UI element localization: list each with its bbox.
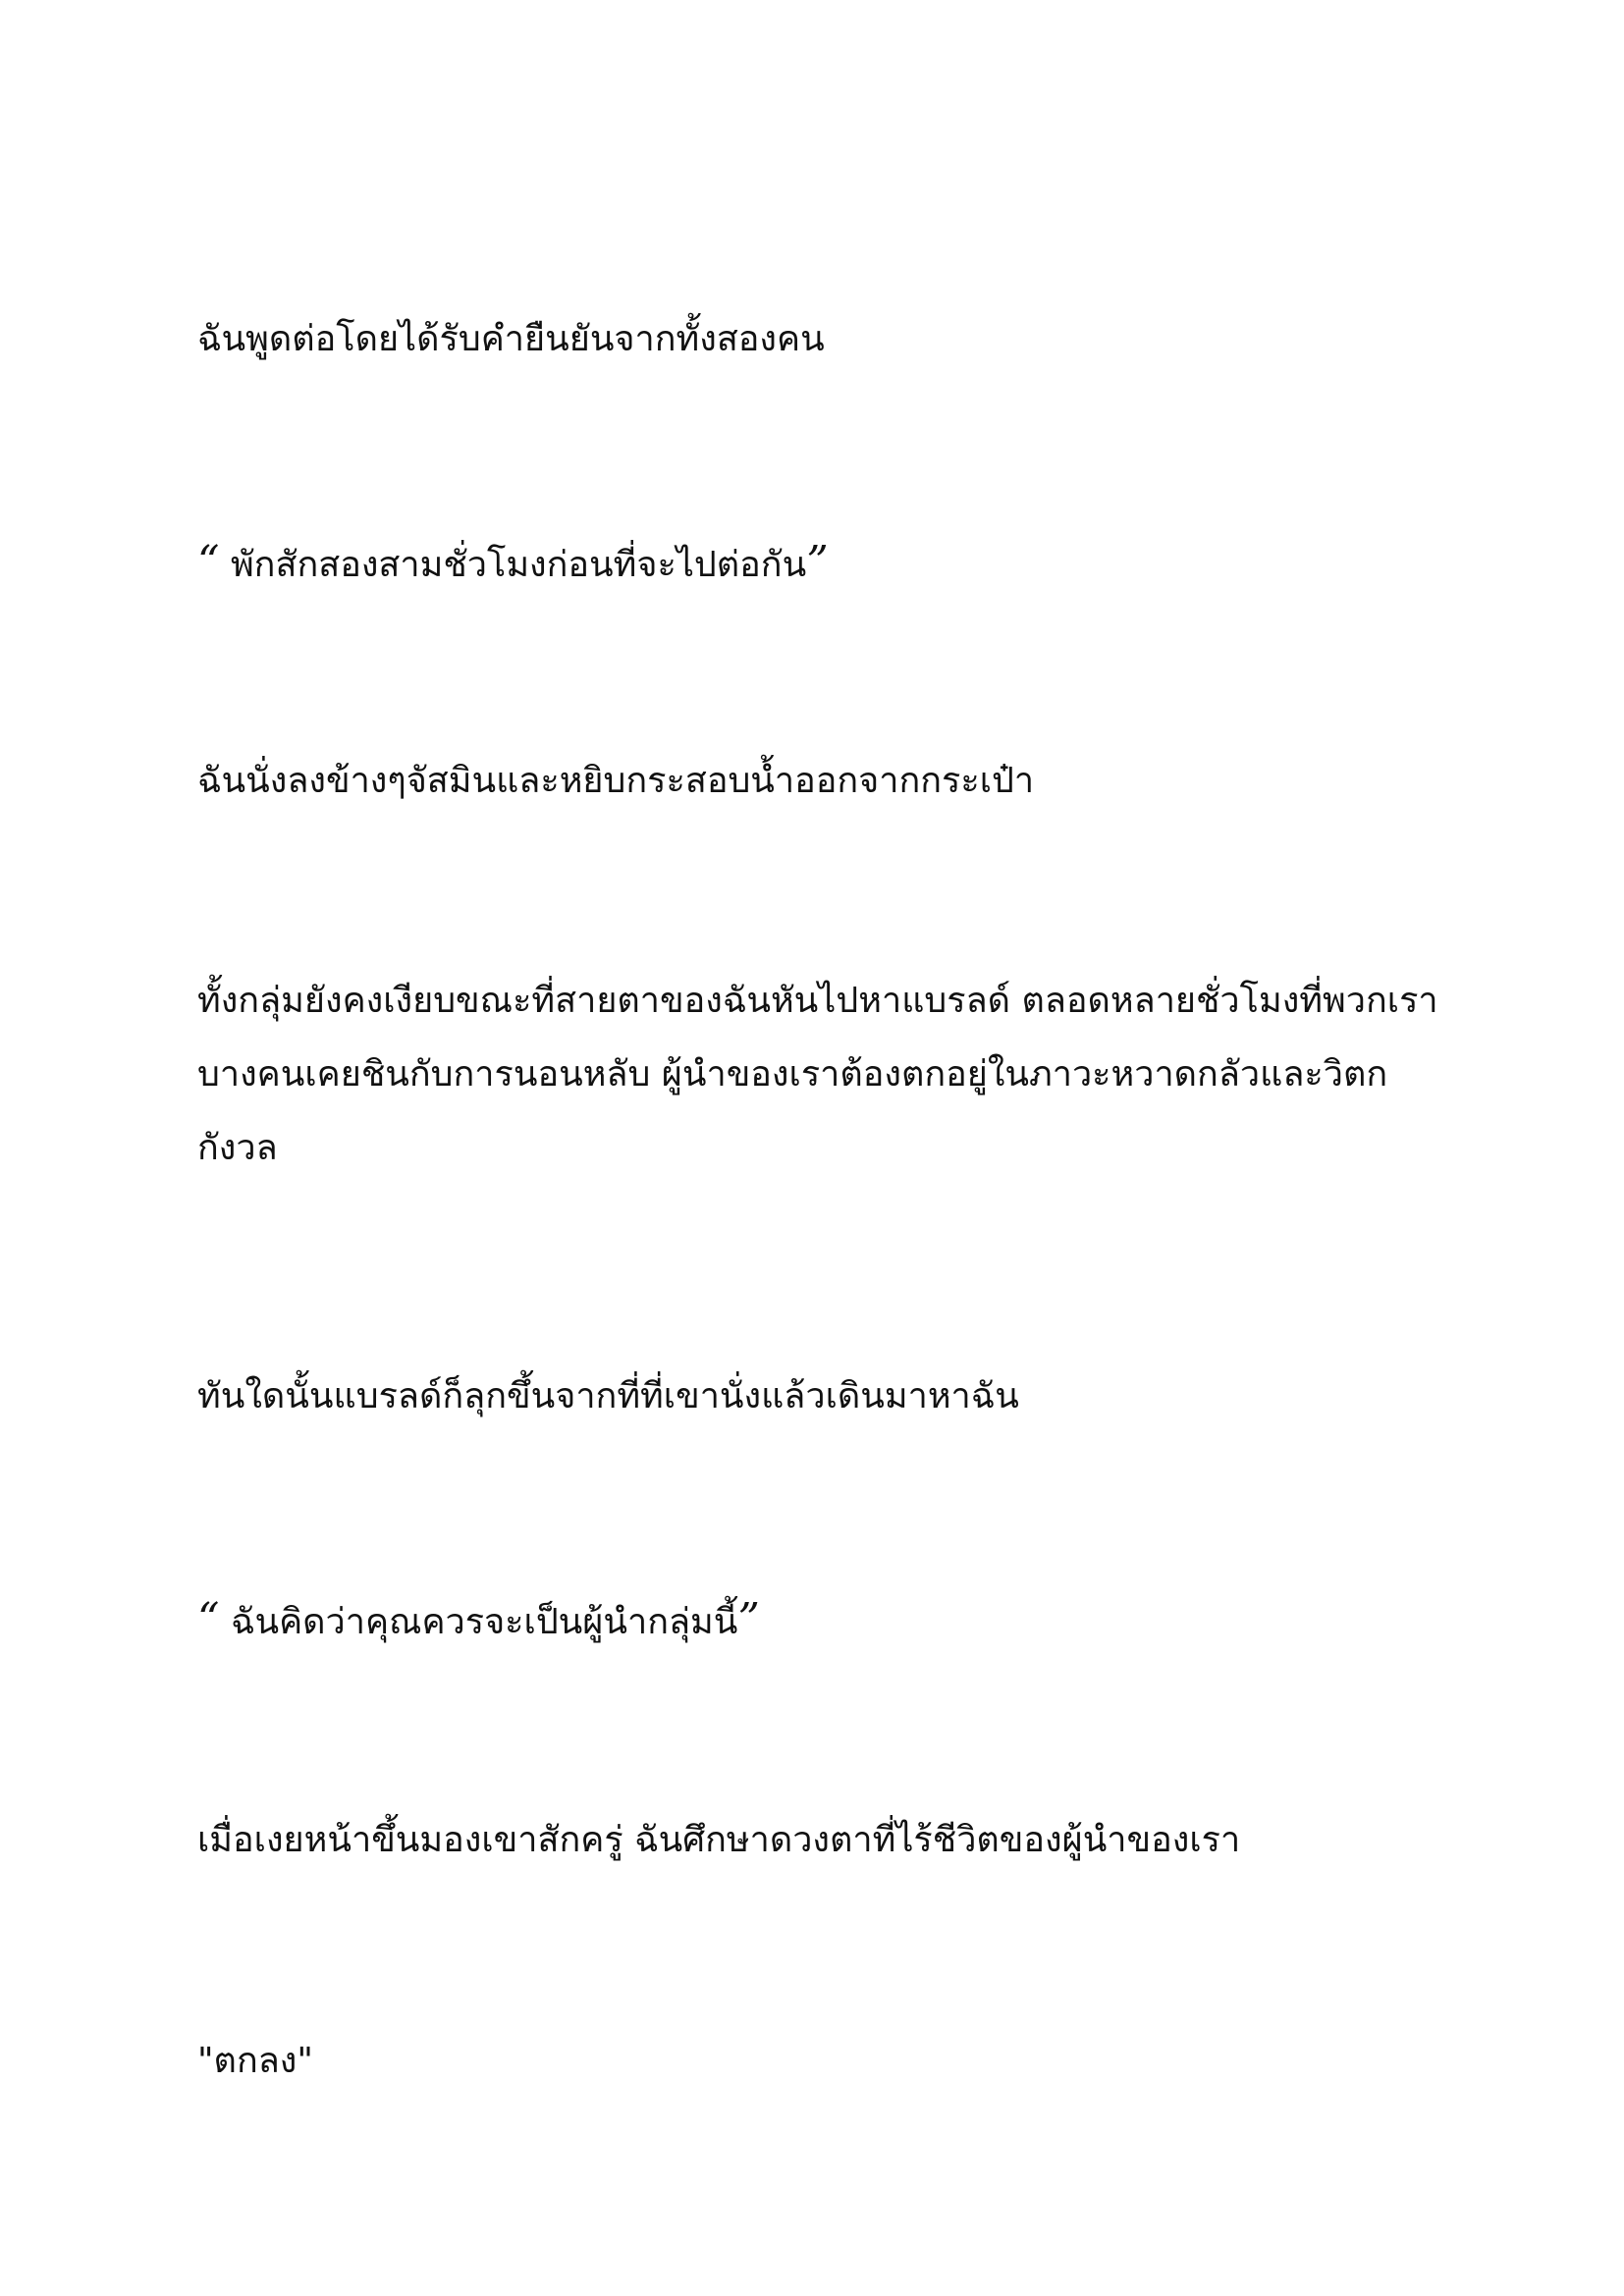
dialogue-text: ฉันคิดว่าคุณควรจะเป็นผู้นำกลุ่มนี้: [230, 1602, 738, 1642]
paragraph-2-dialogue: [197, 525, 1444, 602]
paragraph-7: เมื่อเงยหน้าขึ้นมองเขาสักครู่ ฉันศึกษาดวงตาที่ไร้ชีวิตของผู้นำของเรา: [197, 1820, 1241, 1860]
close-quote: ”: [737, 1594, 760, 1644]
paragraph-4: [197, 964, 1444, 1185]
open-quote: “: [197, 537, 220, 587]
paragraph-4-line-2: บางคนเคยชินกับการนอนหลับ ผู้นำของเราต้องตกอยู่ในภาวะหวาดกลัวและวิตก: [197, 1054, 1388, 1095]
paragraph-4-line-1: ทั้งกลุ่มยังคงเงียบขณะที่สายตาของฉันหันไปหาแบรลด์ ตลอดหลายชั่วโมงที่พวกเรา: [197, 981, 1438, 1021]
paragraph-4-line-3: กังวล: [197, 1128, 278, 1168]
paragraph-5: ทันใดนั้นแบรลด์ก็ลุกขึ้นจากที่ที่เขานั่งแล้วเดินมาหาฉัน: [197, 1376, 1019, 1416]
paragraph-6-dialogue: [197, 1582, 1444, 1659]
close-quote: ”: [806, 537, 829, 587]
paragraph-8-dialogue: "ตกลง": [197, 2041, 313, 2081]
paragraph-1: ฉันพูดต่อโดยได้รับคำยืนยันจากทั้งสองคน: [197, 319, 825, 359]
dialogue-text: พักสักสองสามชั่วโมงก่อนที่จะไปต่อกัน: [230, 545, 807, 585]
open-quote: “: [197, 1594, 220, 1644]
paragraph-3: ฉันนั่งลงข้างๆจัสมินและหยิบกระสอบน้ำออกจากกระเป๋า: [197, 761, 1035, 801]
